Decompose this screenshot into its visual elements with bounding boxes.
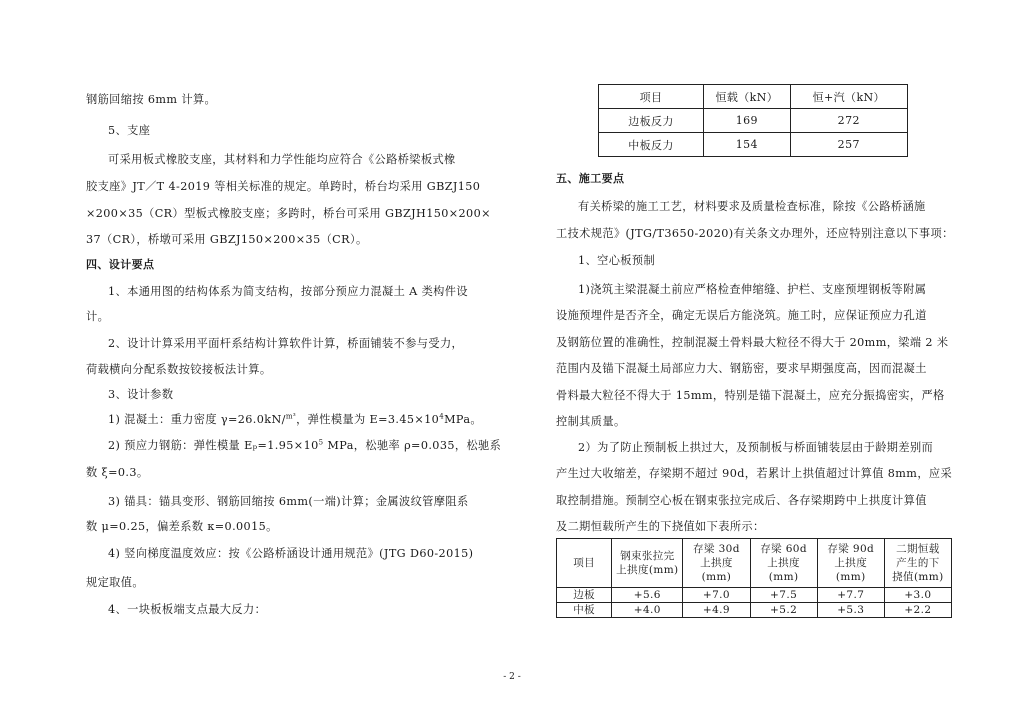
paragraph-line: 控制其质量。 — [556, 415, 626, 428]
header-cell — [612, 539, 683, 588]
table-cell: +3.0 — [884, 588, 951, 603]
table-cell: 边板反力 — [599, 109, 704, 133]
paragraph-line: 及二期恒载所产生的下挠值如下表所示： — [556, 520, 765, 533]
camber-table — [556, 538, 952, 618]
paragraph-line: 骨料最大粒径不得大于 15mm，特别是锚下混凝土，应充分振捣密实，严格 — [556, 389, 945, 402]
paragraph-line: 4) 竖向梯度温度效应：按《公路桥涵设计通用规范》(JTG D60-2015) — [108, 547, 474, 560]
paragraph-line: 钢筋回缩按 6mm 计算。 — [86, 93, 217, 106]
header-text: 项目 — [573, 557, 596, 569]
header-text: 上拱度(mm) — [616, 564, 679, 576]
section-heading: 3、设计参数 — [108, 388, 174, 401]
header-cell: 恒载（kN） — [704, 85, 791, 109]
header-text: 钢束张拉完 — [620, 550, 675, 562]
header-text: 上拱度 — [767, 557, 800, 569]
section-heading: 5、支座 — [108, 124, 151, 137]
paragraph-line: 3) 锚具：锚具变形、钢筋回缩按 6mm(一端)计算；金属波纹管摩阻系 — [108, 495, 469, 508]
section-heading: 1、空心板预制 — [578, 254, 656, 267]
paragraph-line: 2）为了防止预制板上拱过大，及预制板与桥面铺装层由于龄期差别而 — [578, 441, 934, 454]
table-cell: +5.2 — [750, 603, 817, 618]
text-span: 2) 预应力钢筋：弹性模量 Eₚ=1.95×10 — [108, 439, 319, 452]
section-title-construction: 五、施工要点 — [556, 172, 625, 185]
text-span: 1) 混凝土：重力密度 γ=26.0kN/ — [108, 413, 286, 426]
table-cell: 边板 — [557, 588, 612, 603]
paragraph-line: 胶支座》JT／T 4-2019 等相关标准的规定。单跨时，桥台均采用 GBZJ150 — [86, 180, 481, 193]
paragraph-line: 数 ξ=0.3。 — [86, 466, 149, 479]
header-text: 产生的下 — [896, 557, 940, 569]
header-text: (mm) — [835, 571, 866, 583]
paragraph-line — [108, 411, 482, 427]
paragraph-line: 有关桥梁的施工工艺，材料要求及质量检查标准，除按《公路桥涵施 — [578, 200, 926, 213]
header-cell — [683, 539, 750, 588]
table-cell: +2.2 — [884, 603, 951, 618]
section-title-design: 四、设计要点 — [86, 258, 155, 271]
table-row — [557, 588, 952, 603]
table-header-row — [557, 539, 952, 588]
page-number: - 2 - — [503, 672, 521, 682]
header-cell — [557, 539, 612, 588]
table-cell: +4.0 — [612, 603, 683, 618]
header-cell: 恒+汽（kN） — [790, 85, 907, 109]
header-cell — [884, 539, 951, 588]
table-cell: +7.5 — [750, 588, 817, 603]
table-cell: 169 — [704, 109, 791, 133]
header-text: (mm) — [768, 571, 799, 583]
paragraph-line: 范围内及锚下混凝土局部应力大、钢筋密，要求早期强度高，因而混凝土 — [556, 362, 927, 375]
paragraph-line: 计。 — [86, 310, 110, 323]
header-text: 存梁 90d — [827, 543, 875, 555]
paragraph-line: 荷载横向分配系数按铰接板法计算。 — [86, 363, 272, 376]
paragraph-line: 数 μ=0.25，偏差系数 κ=0.0015。 — [86, 520, 278, 533]
table-cell: +7.0 — [683, 588, 750, 603]
paragraph-line: 取控制措施。预制空心板在钢束张拉完成后、各存梁期跨中上拱度计算值 — [556, 494, 927, 507]
header-text: 存梁 30d — [693, 543, 740, 555]
exponent: 4 — [439, 412, 445, 421]
exponent: 5 — [318, 438, 324, 447]
header-text: 上拱度 — [834, 557, 868, 569]
text-span: ，弹性模量为 E=3.45×10 — [296, 413, 440, 426]
table-cell: +5.3 — [817, 603, 884, 618]
table-row — [557, 603, 952, 618]
paragraph-line: 工技术规范》(JTG/T3650-2020)有关条文办理外，还应特别注意以下事项： — [556, 227, 954, 240]
paragraph-line: 规定取值。 — [86, 576, 144, 589]
text-span: MPa。 — [444, 413, 483, 426]
header-cell — [750, 539, 817, 588]
table-cell: 154 — [704, 133, 791, 157]
header-cell — [817, 539, 884, 588]
paragraph-line: 1、本通用图的结构体系为简支结构，按部分预应力混凝土 A 类构件设 — [108, 285, 468, 298]
paragraph-line: 设施预埋件是否齐全，确定无误后方能浇筑。施工时，应保证预应力孔道 — [556, 309, 927, 322]
header-cell: 项目 — [599, 85, 704, 109]
table-cell: +4.9 — [683, 603, 750, 618]
paragraph-line: 产生过大收缩差，存梁期不超过 90d，若累计上拱值超过计算值 8mm，应采 — [556, 467, 953, 480]
header-text: (mm) — [701, 571, 732, 583]
paragraph-line: 37（CR），桥墩可采用 GBZJ150×200×35（CR）。 — [86, 233, 368, 246]
paragraph-line: 可采用板式橡胶支座，其材料和力学性能均应符合《公路桥梁板式橡 — [108, 153, 456, 166]
table-cell: 272 — [790, 109, 907, 133]
paragraph-line — [108, 437, 501, 453]
text-span: MPa，松驰率 ρ=0.035，松驰系 — [323, 439, 502, 452]
paragraph-line: 及钢筋位置的准确性，控制混凝土骨料最大粒径不得大于 20mm，梁端 2 米 — [556, 336, 949, 349]
table-cell: 257 — [790, 133, 907, 157]
table-cell: +5.6 — [612, 588, 683, 603]
header-text: 二期恒载 — [896, 543, 940, 555]
paragraph-line: ×200×35（CR）型板式橡胶支座；多跨时，桥台可采用 GBZJH150×200× — [86, 207, 491, 220]
left-column — [86, 0, 506, 724]
header-text: 挠值(mm) — [892, 571, 944, 583]
table-cell: +7.7 — [817, 588, 884, 603]
paragraph-line: 1)浇筑主梁混凝土前应严格检查伸缩缝、护栏、支座预埋钢板等附属 — [578, 283, 927, 296]
unit-superscript: m³ — [285, 412, 297, 421]
table-cell: 中板 — [557, 603, 612, 618]
table-cell: 中板反力 — [599, 133, 704, 157]
header-text: 存梁 60d — [760, 543, 808, 555]
paragraph-line: 2、设计计算采用平面杆系结构计算软件计算，桥面铺装不参与受力， — [108, 337, 464, 350]
header-text: 上拱度 — [700, 557, 733, 569]
paragraph-line: 4、一块板板端支点最大反力： — [108, 603, 267, 616]
